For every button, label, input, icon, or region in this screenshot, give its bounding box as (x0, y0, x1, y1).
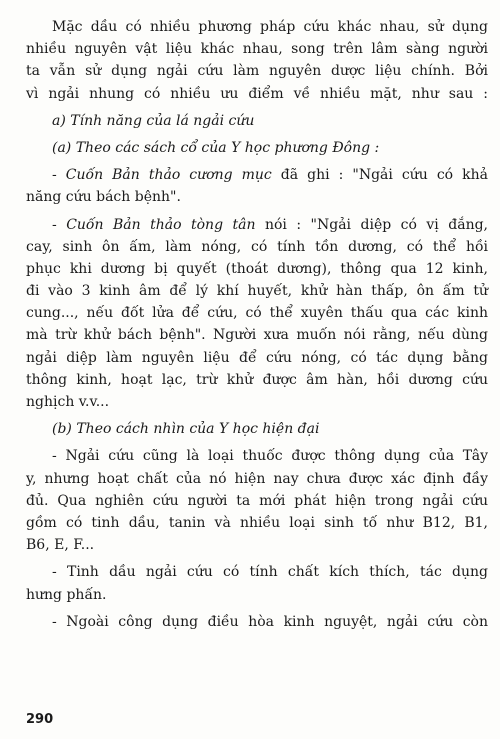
intro-line-1: Mặc dầu có nhiều phương pháp cứu khác nhau, sử dụng (52, 19, 488, 35)
heading-b: (b) Theo cách nhìn của Y học hiện đại (52, 421, 320, 438)
item-tong-tan-line-5: cung..., nếu đốt lửa để cứu, có thể xuyên thấu qua các kinh (26, 305, 488, 322)
last-paragraph-line-1: - Ngoài công dụng điều hòa kinh nguyệt, ngải cứu còn (52, 613, 488, 630)
page-body-text (26, 16, 488, 633)
modern-line-2: y, nhưng hoạt chất của nó hiện nay chưa được xác định đầy (26, 470, 488, 487)
item-tong-tan-line-4: đi vào 3 kinh âm để lý khí huyết, khử hàn thấp, ôn ấm tử (26, 283, 488, 300)
modern-line-5: B6, E, F... (26, 537, 95, 554)
item-cuong-muc-rest: đã ghi : "Ngải cứu có khả (271, 167, 488, 184)
item-tong-tan-line-1 (26, 214, 488, 236)
item-tong-tan-rest: nói : "Ngải diệp có vị đắng, (255, 216, 488, 233)
heading-a: a) Tính năng của lá ngải cứu (52, 112, 255, 129)
item-tong-tan-line-8: thông kinh, hoạt lạc, trừ khử được âm hàn, hồi dương cứu (26, 371, 488, 388)
item-prefix: - (52, 167, 66, 184)
intro-line-3: ta vẫn sử dụng ngải cứu làm nguyên dược liệu chính. Bởi (26, 63, 488, 80)
item-tong-tan-line-6: mà trừ khử bách bệnh". Người xưa muốn nói rằng, nếu dùng (26, 327, 488, 344)
modern-line-1: - Ngải cứu cũng là loại thuốc được thông dụng của Tây (52, 448, 488, 465)
item-prefix: - (52, 216, 67, 233)
item-tong-tan-line-3: phục khi dương bị quyết (thoát dương), thông qua 12 kinh, (26, 260, 488, 277)
essential-oil-line-2: hưng phấn. (26, 586, 107, 603)
item-tong-tan-line-9: nghịch v.v... (26, 394, 110, 410)
heading-a-sub: (a) Theo các sách cổ của Y học phương Đông : (52, 139, 380, 156)
intro-line-4: vì ngải nhung có nhiều ưu điểm về nhiều mặt, như sau : (26, 85, 488, 102)
essential-oil-line-1: - Tinh dầu ngải cứu có tính chất kích thích, tác dụng (52, 564, 488, 581)
book-title-tong-tan: Cuốn Bản thảo tòng tân (66, 216, 256, 233)
item-cuong-muc-line-2: năng cứu bách bệnh". (26, 189, 181, 206)
page-number: 290 (26, 712, 54, 727)
book-title-cuong-muc: Cuốn Bản thảo cương mục (65, 167, 272, 184)
item-tong-tan-line-2: cay, sinh ôn ấm, làm nóng, có tính tồn dương, có thể hồi (26, 238, 488, 255)
modern-line-4: gồm có tinh dầu, tanin và nhiều loại sinh tố như B12, B1, (26, 514, 488, 531)
item-tong-tan-line-7: ngải diệp làm nguyên liệu để cứu nóng, có tác dụng bằng (26, 349, 488, 366)
intro-line-2: nhiều nguyên vật liệu khác nhau, song trên lâm sàng người (26, 41, 488, 58)
item-cuong-muc-line-1 (26, 164, 488, 186)
modern-line-3: đủ. Qua nghiên cứu người ta mới phát hiện trong ngải cứu (26, 492, 488, 509)
